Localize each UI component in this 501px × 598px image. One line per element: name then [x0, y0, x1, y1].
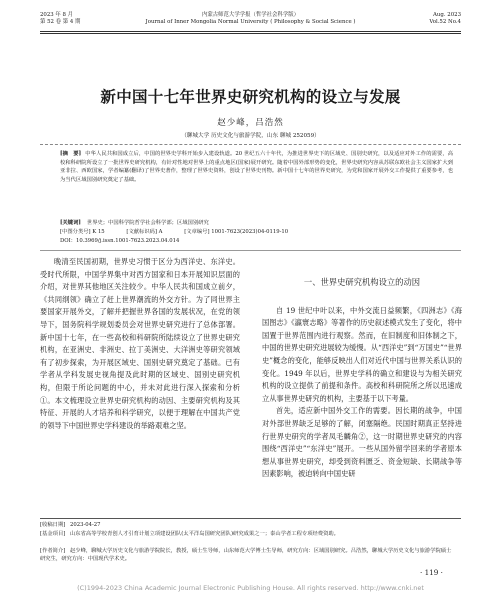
page-number: · 119 ·	[420, 568, 443, 577]
footnote-label: [作者简介]	[40, 548, 66, 554]
footnote-rule	[40, 518, 461, 519]
body-paragraph: 自 19 世纪中叶以来，中外交流日益频繁，《四洲志》《海国图志》《瀛寰志略》等著作的历史叙述模式发生了变化，将中国置于世界范围内进行观察。然而，在旧制度和旧体制之下，中国的世界史研究进展较为缓慢。从“西洋史”到“万国史”“世界史”概念的变化，能够反映出人们对近代中国与世界关系认识的变化。1949 年以后，世界史学科的确立和建设与为相关研究机构的设立提供了前提和条件。高校和科研院所之所以迅速成立从事世界史研究的机构，主要基于以下考量。	[262, 305, 462, 403]
doi-line: DOI：10.3969/j.issn.1001-7623.2023.04.014	[60, 238, 180, 244]
section-heading: 一、世界史研究机构设立的动因	[303, 277, 421, 287]
header-issue-info-en	[429, 12, 461, 26]
footnote-text: 山东省高等学校青创人才引育计划立项建设团队(太平洋岛国研究团队)研究成果之一；泰山学者工程专项经费资助。	[70, 531, 339, 537]
body-column-left	[40, 256, 240, 432]
classification-meta	[60, 228, 453, 237]
header-date-en: Aug. 2023	[433, 12, 461, 18]
article-number: [文章编号] 1001-7623(2023)04-0119-10	[184, 229, 289, 235]
body-paragraph: 首先，适应新中国外交工作的需要。因长期的战争，中国对外部世界缺乏足够的了解，闭塞隔绝。民国时期真正坚持进行世界史研究的学者凤毛麟角②，这一时期世界史研究的内容围绕“西洋史”“东洋史”展开。一些从国外留学回来的学者原本想从事世界史研究，却受到资料匮乏、资金短缺、长期战争等因素影响，被迫转向中国史研	[262, 406, 462, 479]
header-journal-cn: 内蒙古师范大学学报（哲学社会科学版）	[201, 12, 300, 18]
abstract-text: 中华人民共和国成立后，中国的世界史学科开始步入建设轨道。20 世纪五六十年代，为推进世界史下的区域史、国别史研究，以及适应对外工作的需要，高校和科研院所设立了一批世界史研究机构，有针对性地对世界上的重点地区(国家)展开研究。随着中国外部形势的变化，世界史研究内容从苏联东欧社会主义国家扩大到亚非拉、西欧国家，学者编纂(翻译)了世界史著作，整理了世界史资料，创设了世界史刊物。新中国十七年的世界史研究，为党和国家开展外交工作提供了重要参考，也为当代区域国别研究奠定了基础。	[60, 151, 453, 183]
abstract-label: [摘 要]	[60, 151, 82, 157]
keywords	[60, 219, 453, 228]
article-title: 新中国十七年世界史研究机构的设立与发展	[100, 87, 401, 106]
header-volume-en: Vol.52 No.4	[429, 19, 461, 25]
keywords-text: 世界史；中国科学院哲学社会科学部；区域国别研究	[86, 220, 209, 226]
copyright-watermark: (C)1994-2023 China Academic Journal Electronic Publishing House. All rights reserved. http://www.cnki.net	[77, 584, 424, 592]
footnote-fund	[40, 530, 455, 538]
footnote-label: [基金项目]	[40, 531, 66, 537]
header-date: 2023 年 8 月	[40, 12, 74, 18]
clc-number: [中图分类号] K 15	[60, 229, 105, 235]
body-column-right	[262, 256, 462, 481]
footnote-received	[40, 521, 455, 529]
document-code: [文献标识码] A	[126, 229, 163, 235]
header-rule-thin	[40, 33, 461, 34]
body-paragraph: 晚清至民国初期，世界史习惯于区分为西洋史、东洋史。受时代所限，中国学界集中对西方国家和日本开展知识层面的介绍，对世界其他地区关注较少。中华人民共和国成立前夕，《共同纲领》确立了赶上世界潮流的外交方针。为了同世界主要国家开展外交，了解并把握世界各国的发展状况，在党的领导下，国务院科学规划委员会对世界史研究进行了总体部署。新中国十七年，在一些高校和科研院所陆续设立了世界史研究机构，在亚洲史、非洲史、拉丁美洲史、大洋洲史等研究领域有了初步探索，为开展区域史、国别史研究奠定了基础。已有学者从学科发展史视角提及此时期的区域史、国别史研究机构，但限于所论问题的中心，并未对此进行深入探索和分析①。本文梳理设立世界史研究机构的动因、主要研究机构及其特征、开展的人才培养和科学研究，以便于理解在中国共产党的领导下中国世界史学科建设的举路艰难之坚。	[40, 257, 240, 430]
footnote-label: [收稿日期]	[40, 522, 66, 528]
abstract-divider	[40, 250, 461, 251]
header-journal-name	[40, 12, 461, 26]
title-divider	[40, 144, 461, 145]
article-affiliation: （聊城大学 历史文化与旅游学院，山东 聊城 252059）	[181, 133, 320, 139]
abstract	[60, 150, 453, 184]
header-volume: 第 52 卷 第 4 期	[40, 19, 81, 25]
footnote-text: 赵少峰，聊城大学历史文化与旅游学院院长，教授，硕士生导师，山东师范大学博士生导师，研究方向：区域国别研究。吕浩然，聊城大学历史文化与旅游学院硕士研究生，研究方向：中国现代学术史。	[40, 548, 452, 562]
footnote-author	[40, 547, 455, 563]
header-rule	[40, 31, 461, 32]
footnote-text: 2023-04-27	[70, 522, 101, 528]
article-authors: 赵少峰，吕浩然	[217, 118, 284, 128]
header-journal-en: Journal of Inner Mongolia Normal University ( Philosophy & Social Science )	[145, 19, 356, 25]
keywords-label: [关键词]	[60, 220, 81, 226]
